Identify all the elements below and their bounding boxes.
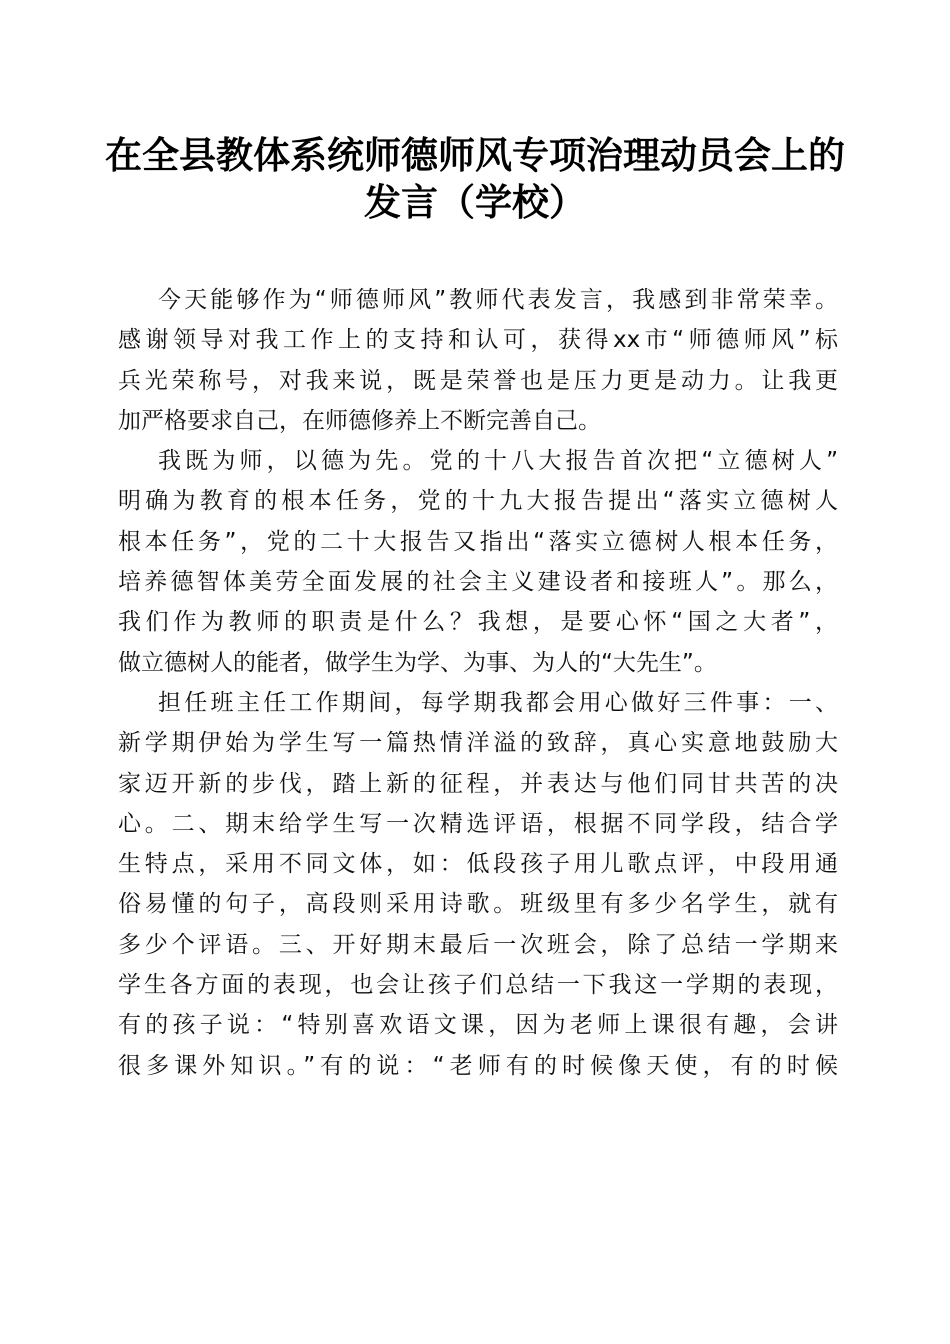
- paragraph-3-line-10: 很多课外知识。”有的说：“老师有的时候像天使，有的时候: [118, 1052, 838, 1079]
- paragraph-1-line-4: 加严格要求自己，在师德修养上不断完善自己。: [118, 407, 601, 434]
- paragraph-3-line-5: 生特点，采用不同文体，如：低段孩子用儿歌点评，中段用通: [118, 851, 838, 878]
- paragraph-3-line-7: 多少个评语。三、开好期末最后一次班会，除了总结一学期来: [118, 931, 838, 958]
- paragraph-2-line-1: 我既为师，以德为先。党的十八大报告首次把“立德树人”: [158, 448, 838, 475]
- paragraph-2-line-5: 我们作为教师的职责是什么？我想，是要心怀“国之大者”，: [118, 609, 838, 636]
- paragraph-3-line-4: 心。二、期末给学生写一次精选评语，根据不同学段，结合学: [118, 810, 838, 837]
- paragraph-3-line-3: 家迈开新的步伐，踏上新的征程，并表达与他们同甘共苦的决: [118, 770, 838, 797]
- document-title: [100, 132, 850, 226]
- paragraph-2-line-2: 明确为教育的根本任务，党的十九大报告提出“落实立德树人: [118, 488, 838, 515]
- paragraph-1-line-2: 感谢领导对我工作上的支持和认可，获得xx市“师德师风”标: [118, 327, 838, 354]
- title-line-1: 在全县教体系统师德师风专项治理动员会上的: [105, 133, 845, 177]
- paragraph-1-line-1: 今天能够作为“师德师风”教师代表发言，我感到非常荣幸。: [158, 287, 838, 313]
- paragraph-1-line-3: 兵光荣称号，对我来说，既是荣誉也是压力更是动力。让我更: [118, 367, 838, 394]
- paragraph-3-line-1: 担任班主任工作期间，每学期我都会用心做好三件事：一、: [158, 689, 838, 716]
- title-line-2: 发言（学校）: [364, 180, 586, 224]
- paragraph-3-line-6: 俗易懂的句子，高段则采用诗歌。班级里有多少名学生，就有: [118, 891, 838, 918]
- paragraph-2-line-3: 根本任务”，党的二十大报告又指出“落实立德树人根本任务，: [118, 528, 838, 555]
- paragraph-3-line-9: 有的孩子说：“特别喜欢语文课，因为老师上课很有趣，会讲: [118, 1012, 838, 1039]
- document-body: [118, 280, 838, 1086]
- paragraph-3-line-2: 新学期伊始为学生写一篇热情洋溢的致辞，真心实意地鼓励大: [118, 730, 838, 757]
- paragraph-2-line-6: 做立德树人的能者，做学生为学、为事、为人的“大先生”。: [118, 649, 717, 676]
- paragraph-3-line-8: 学生各方面的表现，也会让孩子们总结一下我这一学期的表现，: [118, 972, 838, 999]
- paragraph-2-line-4: 培养德智体美劳全面发展的社会主义建设者和接班人”。那么，: [118, 569, 838, 596]
